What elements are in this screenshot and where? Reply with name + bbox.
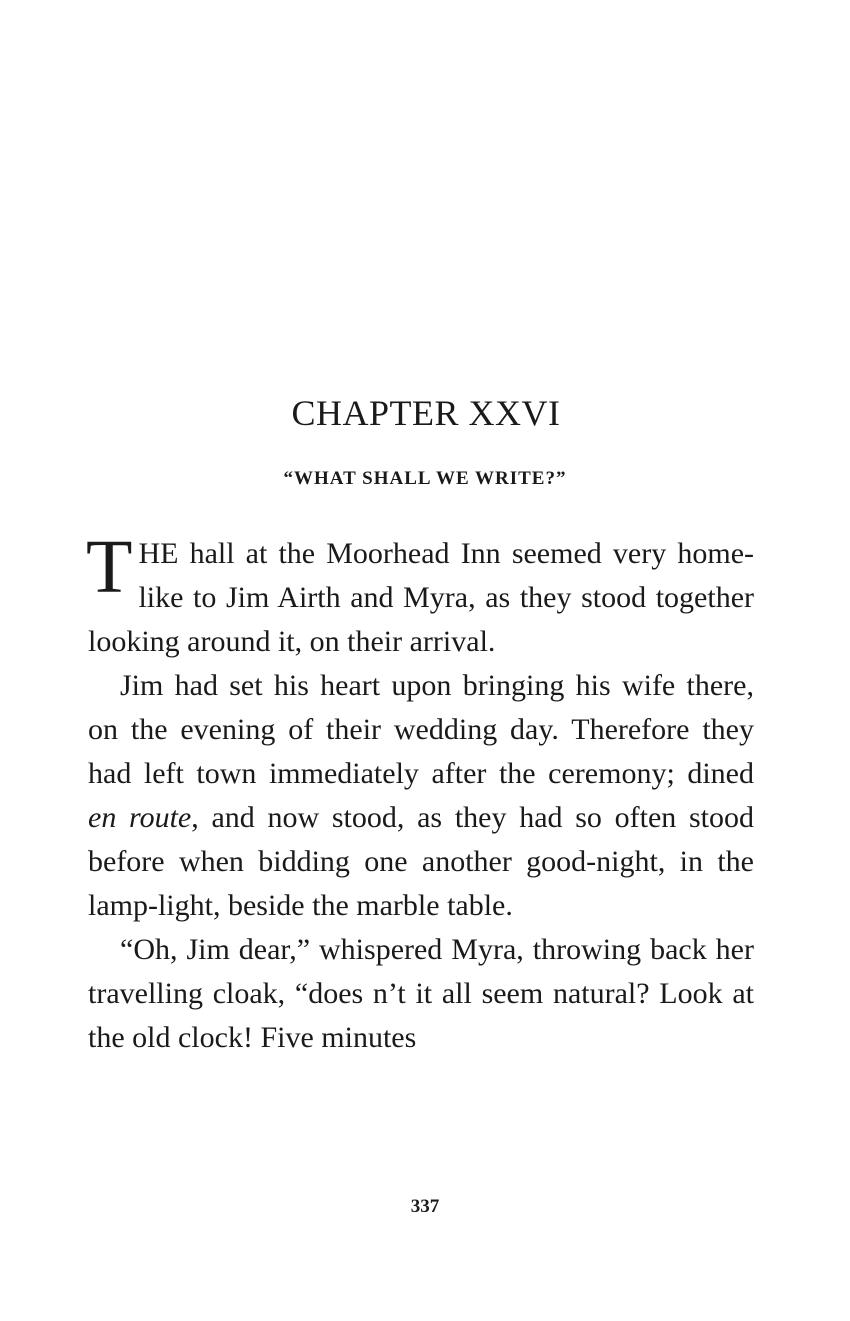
- paragraph-2-text-a: Jim had set his heart upon bringing his wife there, on the evening of their wedding day. Therefore they had left town immediately after the ceremony; dined: [88, 669, 754, 790]
- paragraph-3-text: “Oh, Jim dear,” whispered Myra, throwing back her travelling cloak, “does n’t it all seem natural? Look at the old clock! Five minutes: [88, 933, 754, 1054]
- paragraph-2: [88, 664, 754, 928]
- body-text: [86, 525, 754, 1060]
- page-number: 337: [410, 1196, 440, 1217]
- paragraph-1-text: HE hall at the Moorhead Inn seemed very home-like to Jim Airth and Myra, as they stood together looking around it, on their arrival.: [88, 537, 754, 658]
- chapter-title: “WHAT SHALL WE WRITE?”: [283, 468, 567, 489]
- paragraph-2-italic: en route: [88, 801, 192, 834]
- chapter-heading: [0, 392, 850, 434]
- drop-cap: T: [86, 525, 133, 609]
- paragraph-1: [86, 525, 754, 664]
- paragraph-3: [88, 928, 754, 1060]
- paragraph-2-text-b: , and now stood, as they had so often stood before when bidding one another good-night, in the lamp-light, beside the marble table.: [88, 801, 754, 922]
- chapter-number: CHAPTER XXVI: [291, 393, 561, 433]
